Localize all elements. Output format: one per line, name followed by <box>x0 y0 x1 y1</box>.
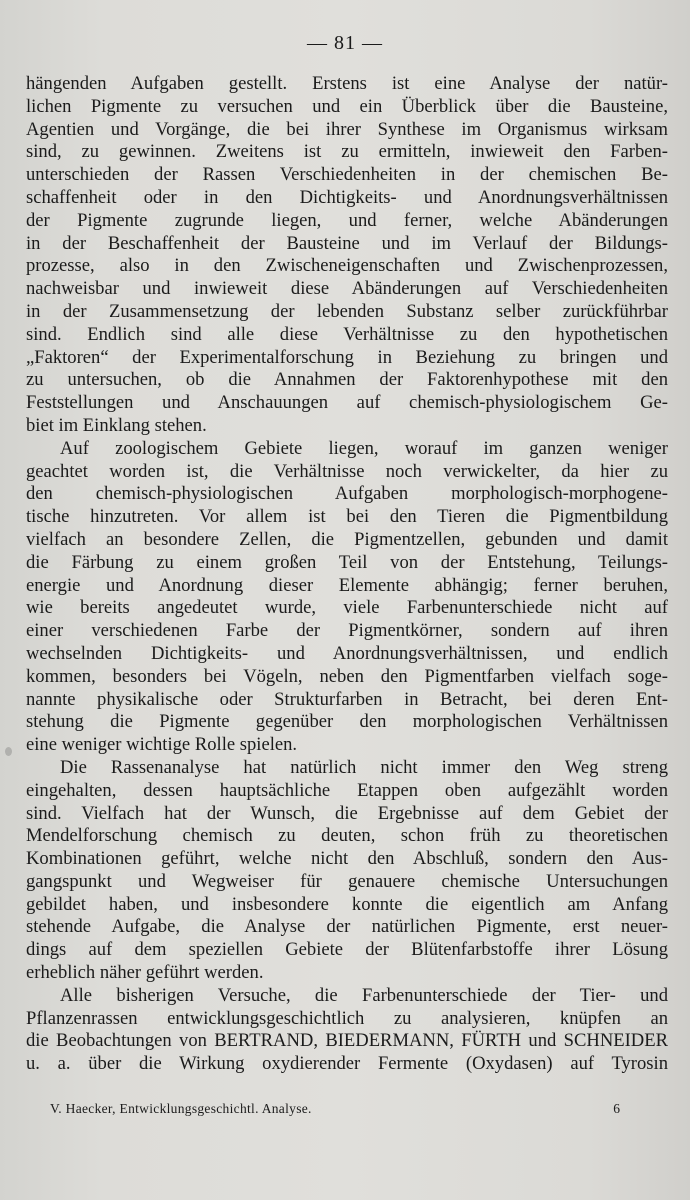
text-line: biet im Einklang stehen. <box>26 414 207 436</box>
margin-blemish <box>5 747 12 756</box>
text-line: erheblich näher geführt werden. <box>26 962 264 984</box>
text-line: die Färbung zu einem großen Teil von der Entstehung, Teilungs- <box>26 551 668 573</box>
text-line: Agentien und Vorgänge, die bei ihrer Synthese im Organismus wirksam <box>26 118 668 140</box>
text-line: sind, zu gewinnen. Zweitens ist zu ermitteln, inwieweit den Farben- <box>26 141 668 163</box>
text-line: gebildet haben, und insbesondere konnte die eigentlich am Anfang <box>26 893 668 915</box>
text-line: eine weniger wichtige Rolle spielen. <box>26 734 298 756</box>
text-line: zu untersuchen, ob die Annahmen der Faktorenhypothese mit den <box>26 369 668 391</box>
text-line: sind. Vielfach hat der Wunsch, die Ergebnisse auf dem Gebiet der <box>26 802 668 824</box>
text-line: eingehalten, dessen hauptsächliche Etappen oben aufgezählt worden <box>26 779 668 801</box>
text-line: Auf zoologischem Gebiete liegen, worauf im ganzen weniger <box>60 437 668 459</box>
text-line: einer verschiedenen Farbe der Pigmentkörner, sondern auf ihren <box>26 620 668 642</box>
text-line: stehung die Pigmente gegenüber den morphologischen Verhältnissen <box>26 711 668 733</box>
text-line: die Beobachtungen von BERTRAND, BIEDERMANN, FÜRTH und SCHNEIDER <box>26 1030 668 1052</box>
text-line: der Pigmente zugrunde liegen, und ferner, welche Abänderungen <box>26 209 668 231</box>
text-line: stehende Aufgabe, die Analyse der natürlichen Pigmente, erst neuer- <box>26 916 668 938</box>
text-line: den chemisch-physiologischen Aufgaben morphologisch-morphogene- <box>26 483 668 505</box>
text-line: wechselnden Dichtigkeits- und Anordnungsverhältnissen, und endlich <box>26 642 668 664</box>
text-line: in der Beschaffenheit der Bausteine und im Verlauf der Bildungs- <box>26 232 668 254</box>
page-number: — 81 — <box>307 32 383 54</box>
text-line: Alle bisherigen Versuche, die Farbenunterschiede der Tier- und <box>60 984 668 1006</box>
text-line: kommen, besonders bei Vögeln, neben den Pigmentfarben vielfach soge- <box>26 665 668 687</box>
text-line: Feststellungen und Anschauungen auf chemisch-physiologischem Ge- <box>26 392 668 414</box>
page-footer <box>50 1101 620 1117</box>
text-line: u. a. über die Wirkung oxydierender Fermente (Oxydasen) auf Tyrosin <box>26 1053 668 1075</box>
text-line: tische hinzutreten. Vor allem ist bei den Tieren die Pigmentbildung <box>26 506 668 528</box>
text-line: Kombinationen geführt, welche nicht den Abschluß, sondern den Aus- <box>26 848 668 870</box>
footer-author: V. Haecker, Entwicklungsgeschichtl. Analyse. <box>50 1101 312 1116</box>
text-line: Pflanzenrassen entwicklungsgeschichtlich zu analysieren, knüpfen an <box>26 1007 668 1029</box>
text-line: hängenden Aufgaben gestellt. Erstens ist eine Analyse der natür- <box>26 73 668 94</box>
text-line: unterschieden der Rassen Verschiedenheiten in der chemischen Be- <box>26 164 668 186</box>
text-line: Mendelforschung chemisch zu deuten, schon früh zu theoretischen <box>26 825 668 847</box>
text-line: dings auf dem speziellen Gebiete der Blütenfarbstoffe ihrer Lösung <box>26 939 668 961</box>
text-line: schaffenheit oder in den Dichtigkeits- und Anordnungsverhältnissen <box>26 186 668 208</box>
text-line: lichen Pigmente zu versuchen und ein Überblick über die Bausteine, <box>26 95 668 117</box>
text-line: vielfach an besondere Zellen, die Pigmentzellen, gebunden und damit <box>26 528 668 550</box>
text-line: energie und Anordnung dieser Elemente abhängig; ferner beruhen, <box>26 574 668 596</box>
text-line: geachtet worden ist, die Verhältnisse noch verwickelter, da hier zu <box>26 460 668 482</box>
text-line: Die Rassenanalyse hat natürlich nicht immer den Weg streng <box>60 756 668 778</box>
footer-signature: 6 <box>613 1101 620 1116</box>
text-line: wie bereits angedeutet wurde, viele Farbenunterschiede nicht auf <box>26 597 668 619</box>
body-text <box>26 73 668 1076</box>
text-line: gangspunkt und Wegweiser für genauere chemische Untersuchungen <box>26 870 668 892</box>
text-line: nachweisbar und inwieweit diese Abänderungen auf Verschiedenheiten <box>26 278 668 300</box>
text-line: prozesse, also in den Zwischeneigenschaften und Zwischenprozessen, <box>26 255 668 277</box>
text-line: nannte physikalische oder Strukturfarben in Betracht, bei deren Ent- <box>26 688 668 710</box>
text-line: in der Zusammensetzung der lebenden Substanz selber zurückführbar <box>26 300 668 322</box>
text-line: sind. Endlich sind alle diese Verhältnisse zu den hypothetischen <box>26 323 668 345</box>
text-line: „Faktoren“ der Experimentalforschung in Beziehung zu bringen und <box>26 346 668 368</box>
